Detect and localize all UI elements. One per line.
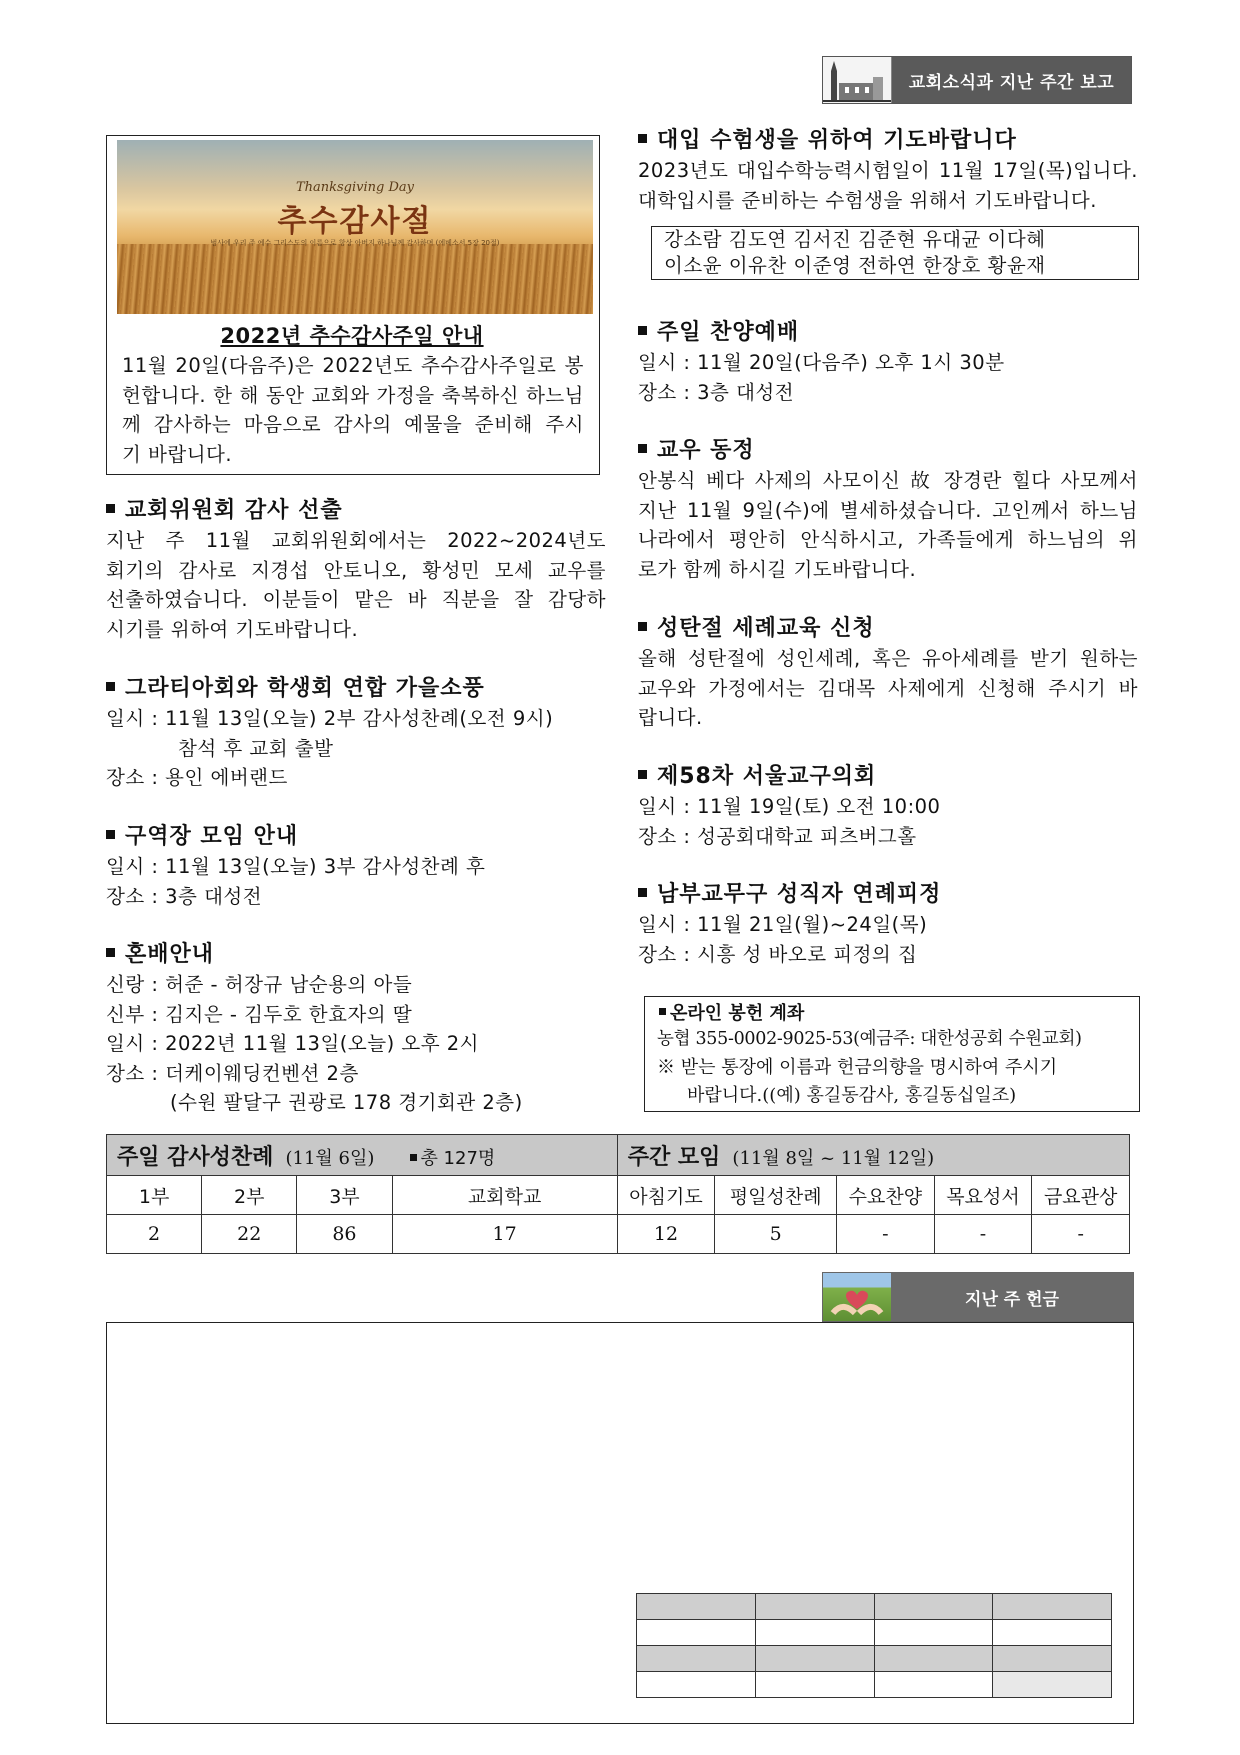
praise-service-section — [638, 318, 1138, 407]
table-cell — [755, 1646, 874, 1672]
text-line: 회기의 감사로 지경섭 안토니오, 황성민 모세 교우를 — [106, 558, 606, 582]
text-line: 장소 : 더케이웨딩컨벤션 2층 — [106, 1061, 359, 1085]
column-header: 목요성서 — [934, 1176, 1032, 1215]
text-line: 나라에서 평안히 안식하시고, 가족들에게 하느님의 위 — [638, 528, 1138, 551]
table-row — [637, 1646, 1112, 1672]
text-line: 선출하였습니다. 이분들이 맡은 바 직분을 잘 감당하 — [106, 588, 606, 611]
text-line: 기 바랍니다. — [122, 442, 233, 466]
thanksgiving-banner-image — [117, 140, 593, 314]
table-cell: 5 — [715, 1215, 837, 1254]
text-line: 대학입시를 준비하는 수험생을 위해서 기도바랍니다. — [638, 188, 1097, 212]
section-header-label: 교회소식과 지난 주간 보고 — [892, 57, 1131, 103]
text-line: 지난 주 11월 교회위원회에서는 2022~2024년도 — [106, 529, 606, 552]
table-cell: - — [1032, 1215, 1130, 1254]
table-row — [637, 1620, 1112, 1646]
section-title: 남부교무구 성직자 연례피정 — [638, 880, 1138, 910]
table-cell — [874, 1672, 993, 1698]
text-line: 일시 : 2022년 11월 13일(오늘) 오후 2시 — [106, 1032, 480, 1055]
bullet-square-icon — [638, 888, 647, 897]
section-title: 성탄절 세례교육 신청 — [638, 614, 1138, 644]
text-line: 일시 : 11월 19일(토) 오전 10:00 — [638, 795, 941, 818]
section-title: 주일 찬양예배 — [638, 318, 1138, 348]
table-cell: 86 — [297, 1215, 392, 1254]
wheat-field-graphic — [117, 244, 593, 314]
text-line: 장소 : 용인 에버랜드 — [106, 766, 288, 789]
table-cell: - — [837, 1215, 935, 1254]
column-header: 2부 — [202, 1176, 297, 1215]
bullet-square-icon — [106, 948, 115, 957]
banner-main-text: 추수감사절 — [277, 204, 433, 239]
section-title: 대입 수험생을 위하여 기도바랍니다 — [638, 126, 1138, 156]
table-cell: - — [934, 1215, 1032, 1254]
text-line: 일시 : 11월 21일(월)~24일(목) — [638, 913, 928, 936]
bullet-square-icon — [638, 444, 647, 453]
section-title: 교우 동정 — [638, 436, 1138, 466]
text-line: 께 감사하는 마음으로 감사의 예물을 준비해 주시 — [122, 413, 584, 436]
bullet-square-icon — [638, 326, 647, 335]
district-leader-section — [106, 822, 606, 911]
table-cell — [993, 1594, 1112, 1620]
table-header-row — [107, 1135, 1130, 1176]
table-cell — [637, 1594, 756, 1620]
bullet-square-icon — [106, 682, 115, 691]
table-cell — [755, 1594, 874, 1620]
bullet-square-icon — [106, 830, 115, 839]
table-cell: 22 — [202, 1215, 297, 1254]
bullet-square-icon — [638, 622, 647, 631]
table-row — [107, 1176, 1130, 1215]
text-line: 랍니다. — [638, 706, 703, 729]
bullet-square-icon — [659, 1008, 666, 1015]
text-line: (수원 팔달구 권광로 178 경기회관 2층) — [170, 1091, 523, 1114]
text-line: 헌합니다. 한 해 동안 교회와 가정을 축복하신 하느님 — [122, 383, 584, 407]
offering-note: 바랍니다.((예) 홍길동감사, 홍길동십일조) — [687, 1085, 1017, 1106]
text-line: 안봉식 베다 사제의 사모이신 故 장경란 힐다 사모께서 — [638, 469, 1138, 492]
banner-script-text: Thanksgiving Day — [295, 180, 415, 195]
table-cell — [637, 1672, 756, 1698]
weekly-attendance-header: 주간 모임 (11월 8일 ~ 11월 12일) — [617, 1135, 1129, 1176]
exam-section — [638, 126, 1138, 215]
text-line: 장소 : 시흥 성 바오로 피정의 집 — [638, 942, 918, 966]
column-header: 수요찬양 — [837, 1176, 935, 1215]
committee-section — [106, 496, 606, 644]
column-header: 교회학교 — [392, 1176, 617, 1215]
section-title: 제58차 서울교구의회 — [638, 762, 1138, 792]
section-title: 혼배안내 — [106, 940, 626, 970]
column-header: 아침기도 — [617, 1176, 715, 1215]
table-row — [637, 1594, 1112, 1620]
hands-heart-icon — [823, 1273, 891, 1321]
thanksgiving-body — [122, 351, 584, 469]
total-attendance: 총 127명 — [410, 1148, 495, 1169]
student-names-box — [651, 226, 1139, 280]
offering-note: ※ 받는 통장에 이름과 헌금의향을 명시하여 주시기 — [657, 1057, 1058, 1078]
bullet-square-icon — [106, 504, 115, 513]
attendance-table — [106, 1134, 1130, 1254]
bullet-square-icon — [410, 1154, 417, 1161]
banner-small-text: 범사에 우리 주 예수 그리스도의 이름으로 항상 아버지 하나님께 감사하며 (에베소서 5장 20절) — [210, 239, 500, 247]
offering-header-tag — [822, 1272, 1134, 1322]
text-line: 참석 후 교회 출발 — [178, 736, 334, 760]
text-line: 시기를 위하여 기도바랍니다. — [106, 617, 359, 641]
table-cell: 2 — [107, 1215, 202, 1254]
text-line: 이소윤 이유찬 이준영 전하연 한장호 황윤재 — [664, 254, 1046, 277]
table-cell — [637, 1620, 756, 1646]
text-line: 신랑 : 허준 - 허장규 남순용의 아들 — [106, 973, 413, 996]
clergy-retreat-section — [638, 880, 1138, 969]
text-line: 강소람 김도연 김서진 김준현 유대균 이다혜 — [664, 228, 1046, 251]
text-line: 일시 : 11월 13일(오늘) 3부 감사성찬례 후 — [106, 855, 486, 878]
text-line: 신부 : 김지은 - 김두호 한효자의 딸 — [106, 1002, 413, 1026]
text-line: 일시 : 11월 13일(오늘) 2부 감사성찬례(오전 9시) — [106, 707, 554, 730]
table-cell — [755, 1672, 874, 1698]
bullet-square-icon — [638, 770, 647, 779]
wedding-section — [106, 940, 626, 1118]
table-cell — [993, 1672, 1112, 1698]
table-row — [637, 1672, 1112, 1698]
text-line: 2023년도 대입수학능력시험일이 11월 17일(목)입니다. — [638, 159, 1138, 182]
column-header: 평일성찬례 — [715, 1176, 837, 1215]
table-cell — [874, 1620, 993, 1646]
offering-header-label: 지난 주 헌금 — [891, 1273, 1133, 1321]
text-line: 일시 : 11월 20일(다음주) 오후 1시 30분 — [638, 351, 1005, 374]
column-header: 1부 — [107, 1176, 202, 1215]
offering-table — [636, 1593, 1112, 1698]
member-news-section — [638, 436, 1138, 584]
sunday-attendance-header: 주일 감사성찬례 (11월 6일) 총 127명 — [107, 1135, 618, 1176]
table-cell — [755, 1620, 874, 1646]
text-line: 장소 : 성공회대학교 피츠버그홀 — [638, 824, 917, 848]
church-building-icon — [823, 57, 892, 103]
text-line: 지난 11월 9일(수)에 별세하셨습니다. 고인께서 하느님 — [638, 498, 1138, 522]
bank-account: 농협 355-0002-9025-53(예금주: 대한성공회 수원교회) — [657, 1029, 1082, 1049]
table-cell — [993, 1646, 1112, 1672]
table-cell — [874, 1646, 993, 1672]
picnic-section — [106, 674, 606, 793]
online-offering-title: 온라인 봉헌 계좌 — [659, 999, 804, 1025]
text-line: 장소 : 3층 대성전 — [638, 380, 795, 404]
online-offering-box — [644, 996, 1140, 1112]
diocese-council-section — [638, 762, 1138, 851]
text-line: 장소 : 3층 대성전 — [106, 884, 263, 908]
text-line: 로가 함께 하시길 기도바랍니다. — [638, 557, 917, 581]
text-line: 올해 성탄절에 성인세례, 혹은 유아세례를 받기 원하는 — [638, 647, 1138, 670]
text-line: 11월 20일(다음주)은 2022년도 추수감사주일로 봉 — [122, 354, 584, 377]
table-cell — [993, 1620, 1112, 1646]
text-line: 교우와 가정에서는 김대목 사제에게 신청해 주시기 바 — [638, 676, 1138, 700]
table-cell — [874, 1594, 993, 1620]
table-cell — [637, 1646, 756, 1672]
section-title: 그라티아회와 학생회 연합 가을소풍 — [106, 674, 606, 704]
section-title: 교회위원회 감사 선출 — [106, 496, 606, 526]
section-header-tag — [822, 56, 1132, 104]
table-cell: 12 — [617, 1215, 715, 1254]
thanksgiving-title: 2022년 추수감사주일 안내 — [220, 324, 484, 348]
column-header: 3부 — [297, 1176, 392, 1215]
baptism-section — [638, 614, 1138, 733]
section-title: 구역장 모임 안내 — [106, 822, 606, 852]
table-row — [107, 1215, 1130, 1254]
bullet-square-icon — [638, 134, 647, 143]
column-header: 금요관상 — [1032, 1176, 1130, 1215]
table-cell: 17 — [392, 1215, 617, 1254]
